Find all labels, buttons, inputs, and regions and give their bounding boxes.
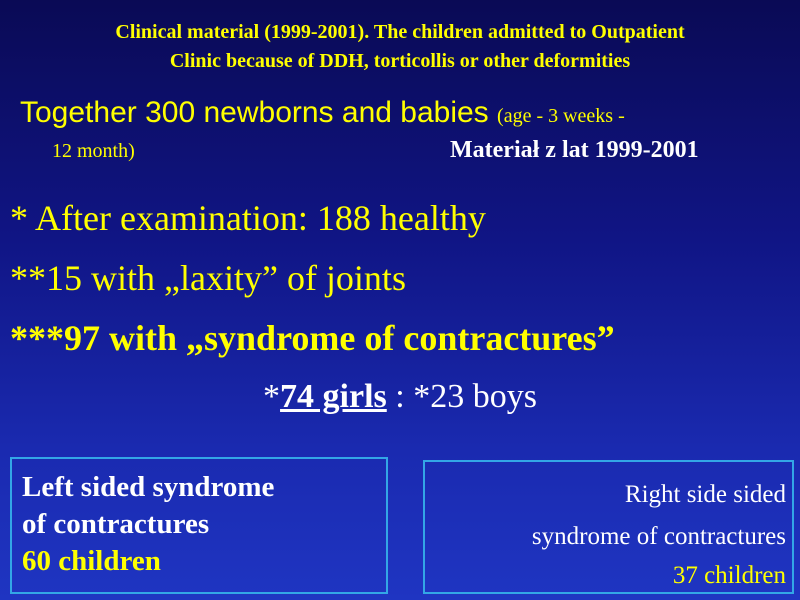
left-box-line-2: of contractures <box>22 508 210 540</box>
material-years: Materiał z lat 1999-2001 <box>450 137 699 163</box>
laxity-count: **15 with „laxity” of joints <box>10 258 406 298</box>
age-range-part-1: (age - 3 weeks - <box>497 105 625 127</box>
healthy-count: * After examination: 188 healthy <box>10 198 486 238</box>
contractures-count: ***97 with „syndrome of contractures” <box>10 318 615 358</box>
right-sided-box <box>423 460 794 594</box>
subtitle <box>20 96 780 130</box>
left-box-line-1: Left sided syndrome <box>22 471 275 503</box>
age-range-part-2: 12 month) <box>52 140 135 162</box>
left-box-count: 60 children <box>22 545 161 577</box>
boys-count: : *23 boys <box>386 378 537 415</box>
slide-header <box>0 18 800 76</box>
ratio-prefix: * <box>263 378 281 415</box>
gender-ratio <box>0 378 800 416</box>
header-line-1: Clinical material (1999-2001). The children admitted to Outpatient <box>115 21 685 43</box>
right-box-count: 37 children <box>672 562 786 589</box>
girls-count: 74 girls <box>280 378 387 415</box>
right-box-line-2: syndrome of contractures <box>531 523 786 550</box>
header-line-2: Clinic because of DDH, torticollis or other deformities <box>169 50 631 72</box>
subtitle-main: Together 300 newborns and babies <box>20 96 489 129</box>
left-sided-box <box>10 457 388 594</box>
right-box-line-1: Right side sided <box>624 481 786 508</box>
